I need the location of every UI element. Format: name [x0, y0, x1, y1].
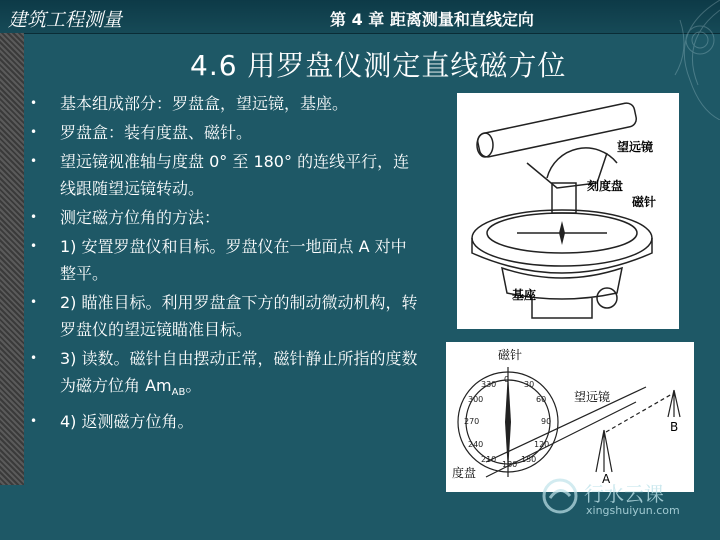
bullet-icon: •	[30, 210, 38, 224]
compass-drawing	[457, 93, 679, 329]
point-a-label: A	[602, 472, 611, 486]
tick-label: 60	[536, 395, 547, 404]
label-telescope: 望远镜	[574, 390, 611, 404]
tick-label: 30	[524, 380, 535, 389]
label-dial: 刻度盘	[587, 179, 624, 193]
measurement-sketch	[446, 342, 694, 492]
bullet-icon: •	[30, 125, 38, 139]
tick-label: 300	[468, 395, 484, 404]
bullet-icon: •	[30, 96, 38, 110]
bullet-icon: •	[30, 295, 38, 309]
list-item: • 2) 瞄准目标。利用罗盘盒下方的制动微动机构，转罗盘仪的望远镜瞄准目标。	[30, 289, 420, 343]
watermark-url: xingshuiyun.com	[586, 504, 680, 517]
list-item: • 望远镜视准轴与度盘 0° 至 180° 的连线平行，连线跟随望远镜转动。	[30, 148, 420, 202]
tick-label: 120	[534, 440, 550, 449]
measurement-sketch-figure	[446, 342, 694, 492]
left-decor-strip	[0, 33, 24, 485]
point-b-label: B	[670, 420, 679, 434]
list-item: • 测定磁方位角的方法：	[30, 204, 420, 231]
list-item: • 罗盘盒：装有度盘、磁针。	[30, 119, 420, 146]
watermark-logo	[540, 472, 720, 532]
header-bar	[0, 0, 720, 34]
label-telescope: 望远镜	[617, 140, 654, 154]
list-item: • 4) 返测磁方位角。	[30, 408, 420, 435]
list-item: • 基本组成部分：罗盘盒，望远镜，基座。	[30, 90, 420, 117]
label-base: 基座	[512, 288, 537, 302]
bullet-icon: •	[30, 154, 38, 168]
label-needle: 磁针	[632, 195, 657, 209]
tick-label: 0	[504, 375, 510, 384]
bullet-icon: •	[30, 351, 38, 365]
chapter-title: 第 4 章 距离测量和直线定向	[330, 10, 534, 29]
list-item: • 1) 安置罗盘仪和目标。罗盘仪在一地面点 A 对中整平。	[30, 233, 420, 287]
tick-label: 150	[521, 455, 537, 464]
tick-label: 210	[481, 455, 497, 464]
watermark-text: 行水云课	[584, 482, 664, 506]
tick-label: 330	[481, 380, 497, 389]
label-dial: 度盘	[452, 466, 477, 480]
compass-instrument-figure	[457, 93, 679, 329]
tick-label: 180	[502, 460, 518, 469]
course-title: 建筑工程测量	[8, 9, 123, 31]
watermark-icon	[540, 476, 580, 516]
tick-label: 90	[541, 417, 552, 426]
tick-label: 240	[468, 440, 484, 449]
label-needle: 磁针	[498, 348, 523, 362]
subscript-ab: AB	[171, 387, 186, 399]
slide-title: 4.6 用罗盘仪测定直线磁方位	[190, 49, 567, 82]
bullet-icon: •	[30, 239, 38, 253]
tick-label: 270	[464, 417, 480, 426]
list-item: • 3) 读数。磁针自由摆动正常，磁针静止所指的度数为磁方位角 $Am_{AB}$。	[30, 345, 420, 406]
bullet-icon: •	[30, 414, 38, 429]
bullet-list	[30, 90, 420, 437]
